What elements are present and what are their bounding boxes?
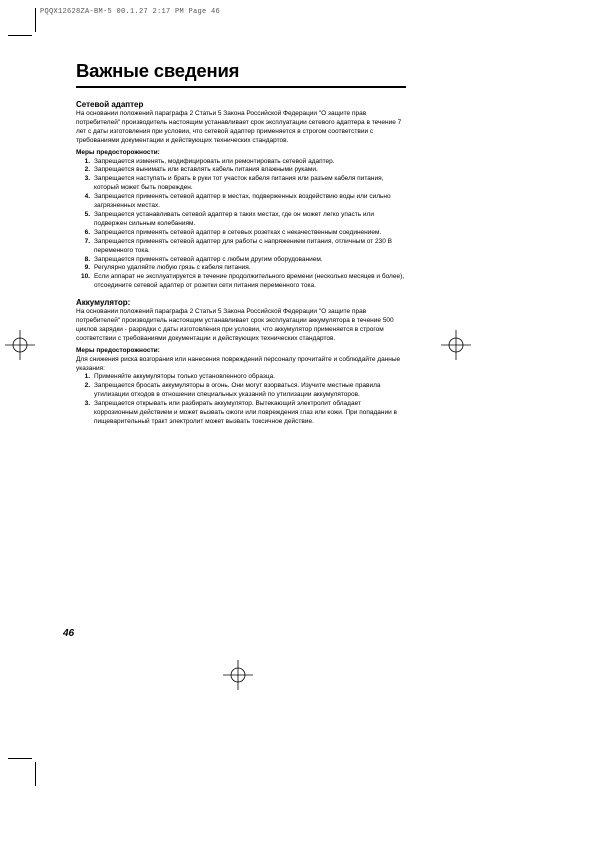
list-item	[76, 238, 406, 256]
list-text: Запрещается изменять, модифицировать или ремонтировать сетевой адаптер.	[94, 157, 335, 165]
section-ac-adapter	[76, 100, 406, 291]
precautions-list	[76, 158, 406, 292]
section-heading: Аккумулятор:	[76, 298, 131, 308]
list-number: 2.	[84, 382, 90, 390]
list-text: Регулярно удаляйте любую грязь с кабеля питания.	[94, 264, 251, 272]
title-rule	[76, 86, 406, 88]
registration-mark-right	[441, 330, 471, 360]
list-number: 7.	[84, 237, 90, 245]
list-item	[76, 382, 406, 400]
precautions-caption: Меры предосторожности:	[76, 148, 160, 156]
list-text: Запрещается открывать или разбирать аккумулятор. Вытекающий электролит обладает коррозионным действием и может вызвать ожоги или повреждения глаз или кожи. При попадании в пищеварительный тракт электролит может вызвать токсичное действие.	[94, 400, 397, 425]
page-content	[76, 60, 406, 427]
list-number: 10.	[80, 273, 90, 281]
list-text: Запрещается применять сетевой адаптер в местах, подверженных воздействию воды или сильно загрязненных местах.	[94, 193, 391, 210]
list-number: 3.	[84, 175, 90, 183]
list-text: Если аппарат не эксплуатируется в течение продолжительного времени (несколько месяцев и более), отсоедините сетевой адаптер от розетки сети питания переменного тока.	[94, 273, 405, 290]
list-text: Запрещается вынимать или вставлять кабель питания влажными руками.	[94, 166, 318, 174]
list-text: Запрещается наступать и брать в руки тот участок кабеля питания или разъем кабеля питания, который может быть поврежден.	[94, 175, 384, 192]
page-title: Важные сведения	[76, 60, 240, 81]
list-number: 9.	[84, 264, 90, 272]
registration-mark-left	[5, 330, 35, 360]
list-number: 1.	[84, 373, 90, 381]
list-text: Применяйте аккумуляторы только установленного образца.	[94, 373, 276, 381]
list-number: 8.	[84, 255, 90, 263]
page-number: 46	[63, 628, 75, 639]
list-number: 6.	[84, 228, 90, 236]
print-slug: PQQX12628ZA-BM-5 00.1.27 2:17 PM Page 46	[40, 8, 221, 16]
precautions-caption: Меры предосторожности:	[76, 346, 160, 354]
list-number: 1.	[84, 157, 90, 165]
list-item	[76, 166, 406, 175]
precautions-intro: Для снижения риска возгорания или нанесения повреждений персоналу прочитайте и соблюдайте данные указания:	[76, 355, 401, 372]
list-item	[76, 193, 406, 211]
section-paragraph: На основании положений параграфа 2 Статьи 5 Закона Российской Федерации "О защите прав потребителей" производитель настоящим устанавливает срок эксплуатации сетевого адаптера в течение 7 лет с даты изготовления при условии, что сетевой адаптер применяется в строгом соответствии с требованиями документации и действующих технических стандартов.	[76, 110, 402, 144]
list-text: Запрещается применять сетевой адаптер в сетевых розетках с некачественным соединением.	[94, 228, 382, 236]
list-number: 3.	[84, 400, 90, 408]
list-item	[76, 175, 406, 193]
list-item	[76, 273, 406, 291]
list-item	[76, 400, 406, 427]
section-heading: Сетевой адаптер	[76, 100, 144, 109]
list-number: 4.	[84, 193, 90, 201]
list-item	[76, 211, 406, 229]
list-item	[76, 229, 406, 238]
list-number: 2.	[84, 166, 90, 174]
list-item	[76, 264, 406, 273]
section-paragraph: На основании положений параграфа 2 Статьи 5 Закона Российской Федерации "О защите прав потребителей" производитель настоящим устанавливает срок эксплуатации аккумулятора в течение 500 циклов зарядки - разрядки с даты изготовления при условии, что аккумулятор применяется в строгом соответствии с требованиями документации и действующих технических стандартов.	[76, 308, 394, 342]
section-battery	[76, 298, 406, 427]
list-text: Запрещается применять сетевой адаптер для работы с напряжением питания, отличным от 230 В переменного тока.	[94, 237, 392, 254]
list-text: Запрещается устанавливать сетевой адаптер в таких местах, где он может легко упасть или подвержен сильным колебаниям.	[94, 210, 374, 227]
list-text: Запрещается бросать аккумуляторы в огонь. Они могут взорваться. Изучите местные правила утилизации отходов в отношении специальных указаний по утилизации аккумуляторов.	[94, 382, 381, 399]
list-text: Запрещается применять сетевой адаптер с любым другим оборудованием.	[94, 255, 323, 263]
list-number: 5.	[84, 210, 90, 218]
registration-mark-bottom	[223, 660, 253, 690]
precautions-list	[76, 373, 406, 426]
